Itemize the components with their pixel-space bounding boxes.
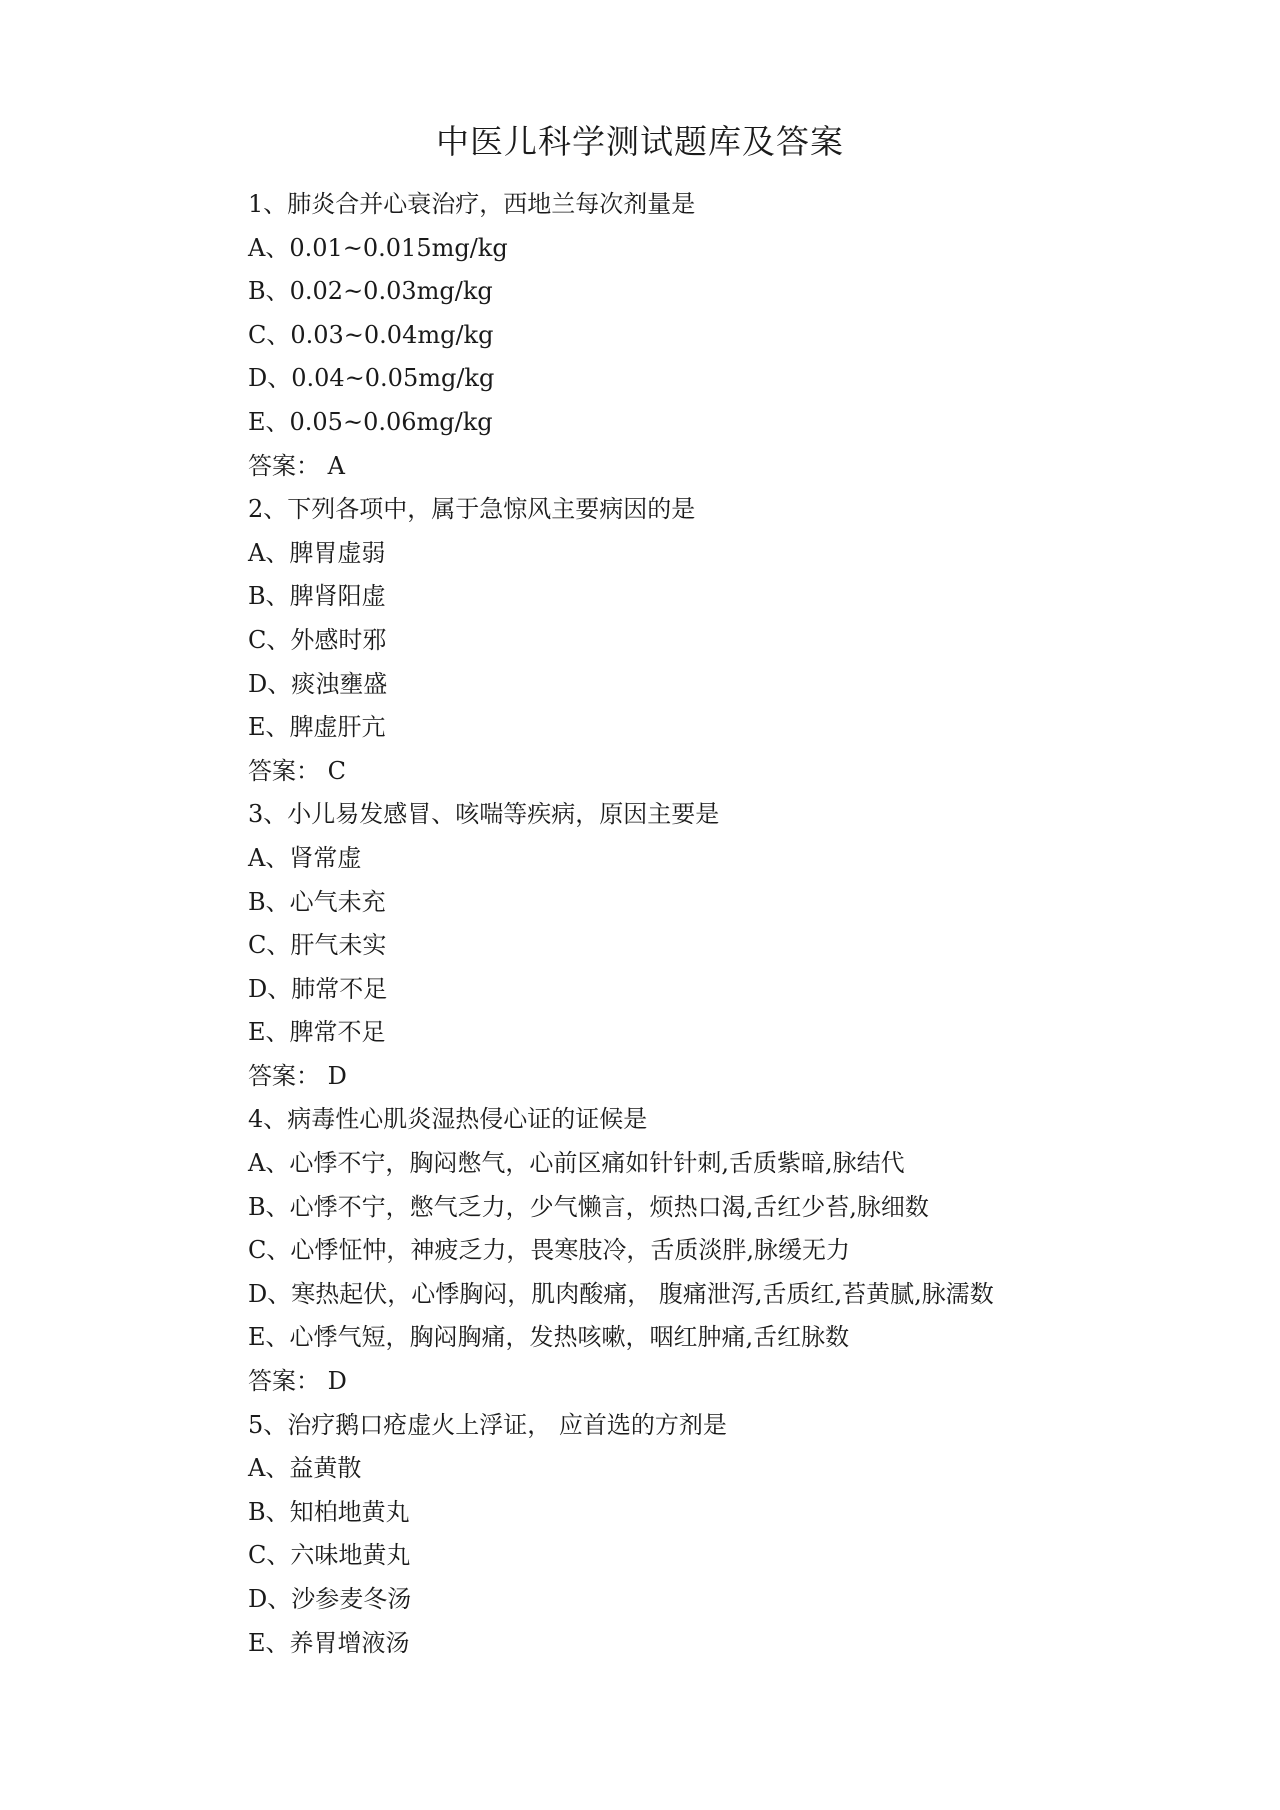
option-a: A、心悸不宁，胸闷憋气，心前区痛如针针刺,舌质紫暗,脉结代 [248,1149,905,1178]
document-title: 中医儿科学测试题库及答案 [436,122,844,161]
option-d: D、痰浊壅盛 [248,669,388,698]
question-block [248,1404,1148,1666]
option-b: B、心气未充 [248,887,386,916]
option-c: C、外感时邪 [248,625,387,654]
option-b: B、0.02~0.03mg/kg [248,277,493,306]
option-d: D、肺常不足 [248,974,388,1003]
question-stem: 2、下列各项中，属于急惊风主要病因的是 [248,495,696,524]
question-stem: 5、治疗鹅口疮虚火上浮证， 应首选的方剂是 [248,1410,727,1439]
answer-line: 答案： A [248,451,345,480]
option-b: B、知柏地黄丸 [248,1497,410,1526]
option-c: C、心悸怔忡，神疲乏力，畏寒肢冷，舌质淡胖,脉缓无力 [248,1236,850,1265]
option-d: D、沙参麦冬汤 [248,1585,412,1613]
question-stem: 4、病毒性心肌炎湿热侵心证的证候是 [248,1105,648,1134]
option-d: D、寒热起伏，心悸胸闷，肌肉酸痛， 腹痛泄泻,舌质红,苔黄腻,脉濡数 [248,1279,994,1308]
question-block [248,793,1148,1098]
option-a: A、0.01~0.015mg/kg [248,233,508,262]
answer-line: 答案： D [248,1061,347,1090]
question-block [248,1098,1148,1403]
answer-line: 答案： C [248,756,346,785]
option-c: C、肝气未实 [248,931,387,960]
option-e: E、脾常不足 [248,1018,386,1047]
question-stem: 3、小儿易发感冒、咳喘等疾病，原因主要是 [248,800,720,829]
option-e: E、脾虚肝亢 [248,713,386,742]
option-e: E、心悸气短，胸闷胸痛，发热咳嗽，咽红肿痛,舌红脉数 [248,1323,850,1352]
question-block [248,183,1148,488]
answer-line: 答案： D [248,1367,347,1396]
question-block [248,488,1148,793]
option-a: A、脾胃虚弱 [248,538,386,567]
option-c: C、六味地黄丸 [248,1541,411,1570]
option-e: E、养胃增液汤 [248,1628,410,1657]
option-b: B、脾肾阳虚 [248,582,386,611]
option-b: B、心悸不宁，憋气乏力，少气懒言，烦热口渴,舌红少苔,脉细数 [248,1192,929,1221]
option-d: D、0.04~0.05mg/kg [248,364,495,393]
option-e: E、0.05~0.06mg/kg [248,407,493,436]
option-a: A、益黄散 [248,1454,362,1483]
question-stem: 1、肺炎合并心衰治疗，西地兰每次剂量是 [248,190,696,218]
option-c: C、0.03~0.04mg/kg [248,320,494,349]
option-a: A、肾常虚 [248,843,362,872]
question-list [248,183,1148,1665]
